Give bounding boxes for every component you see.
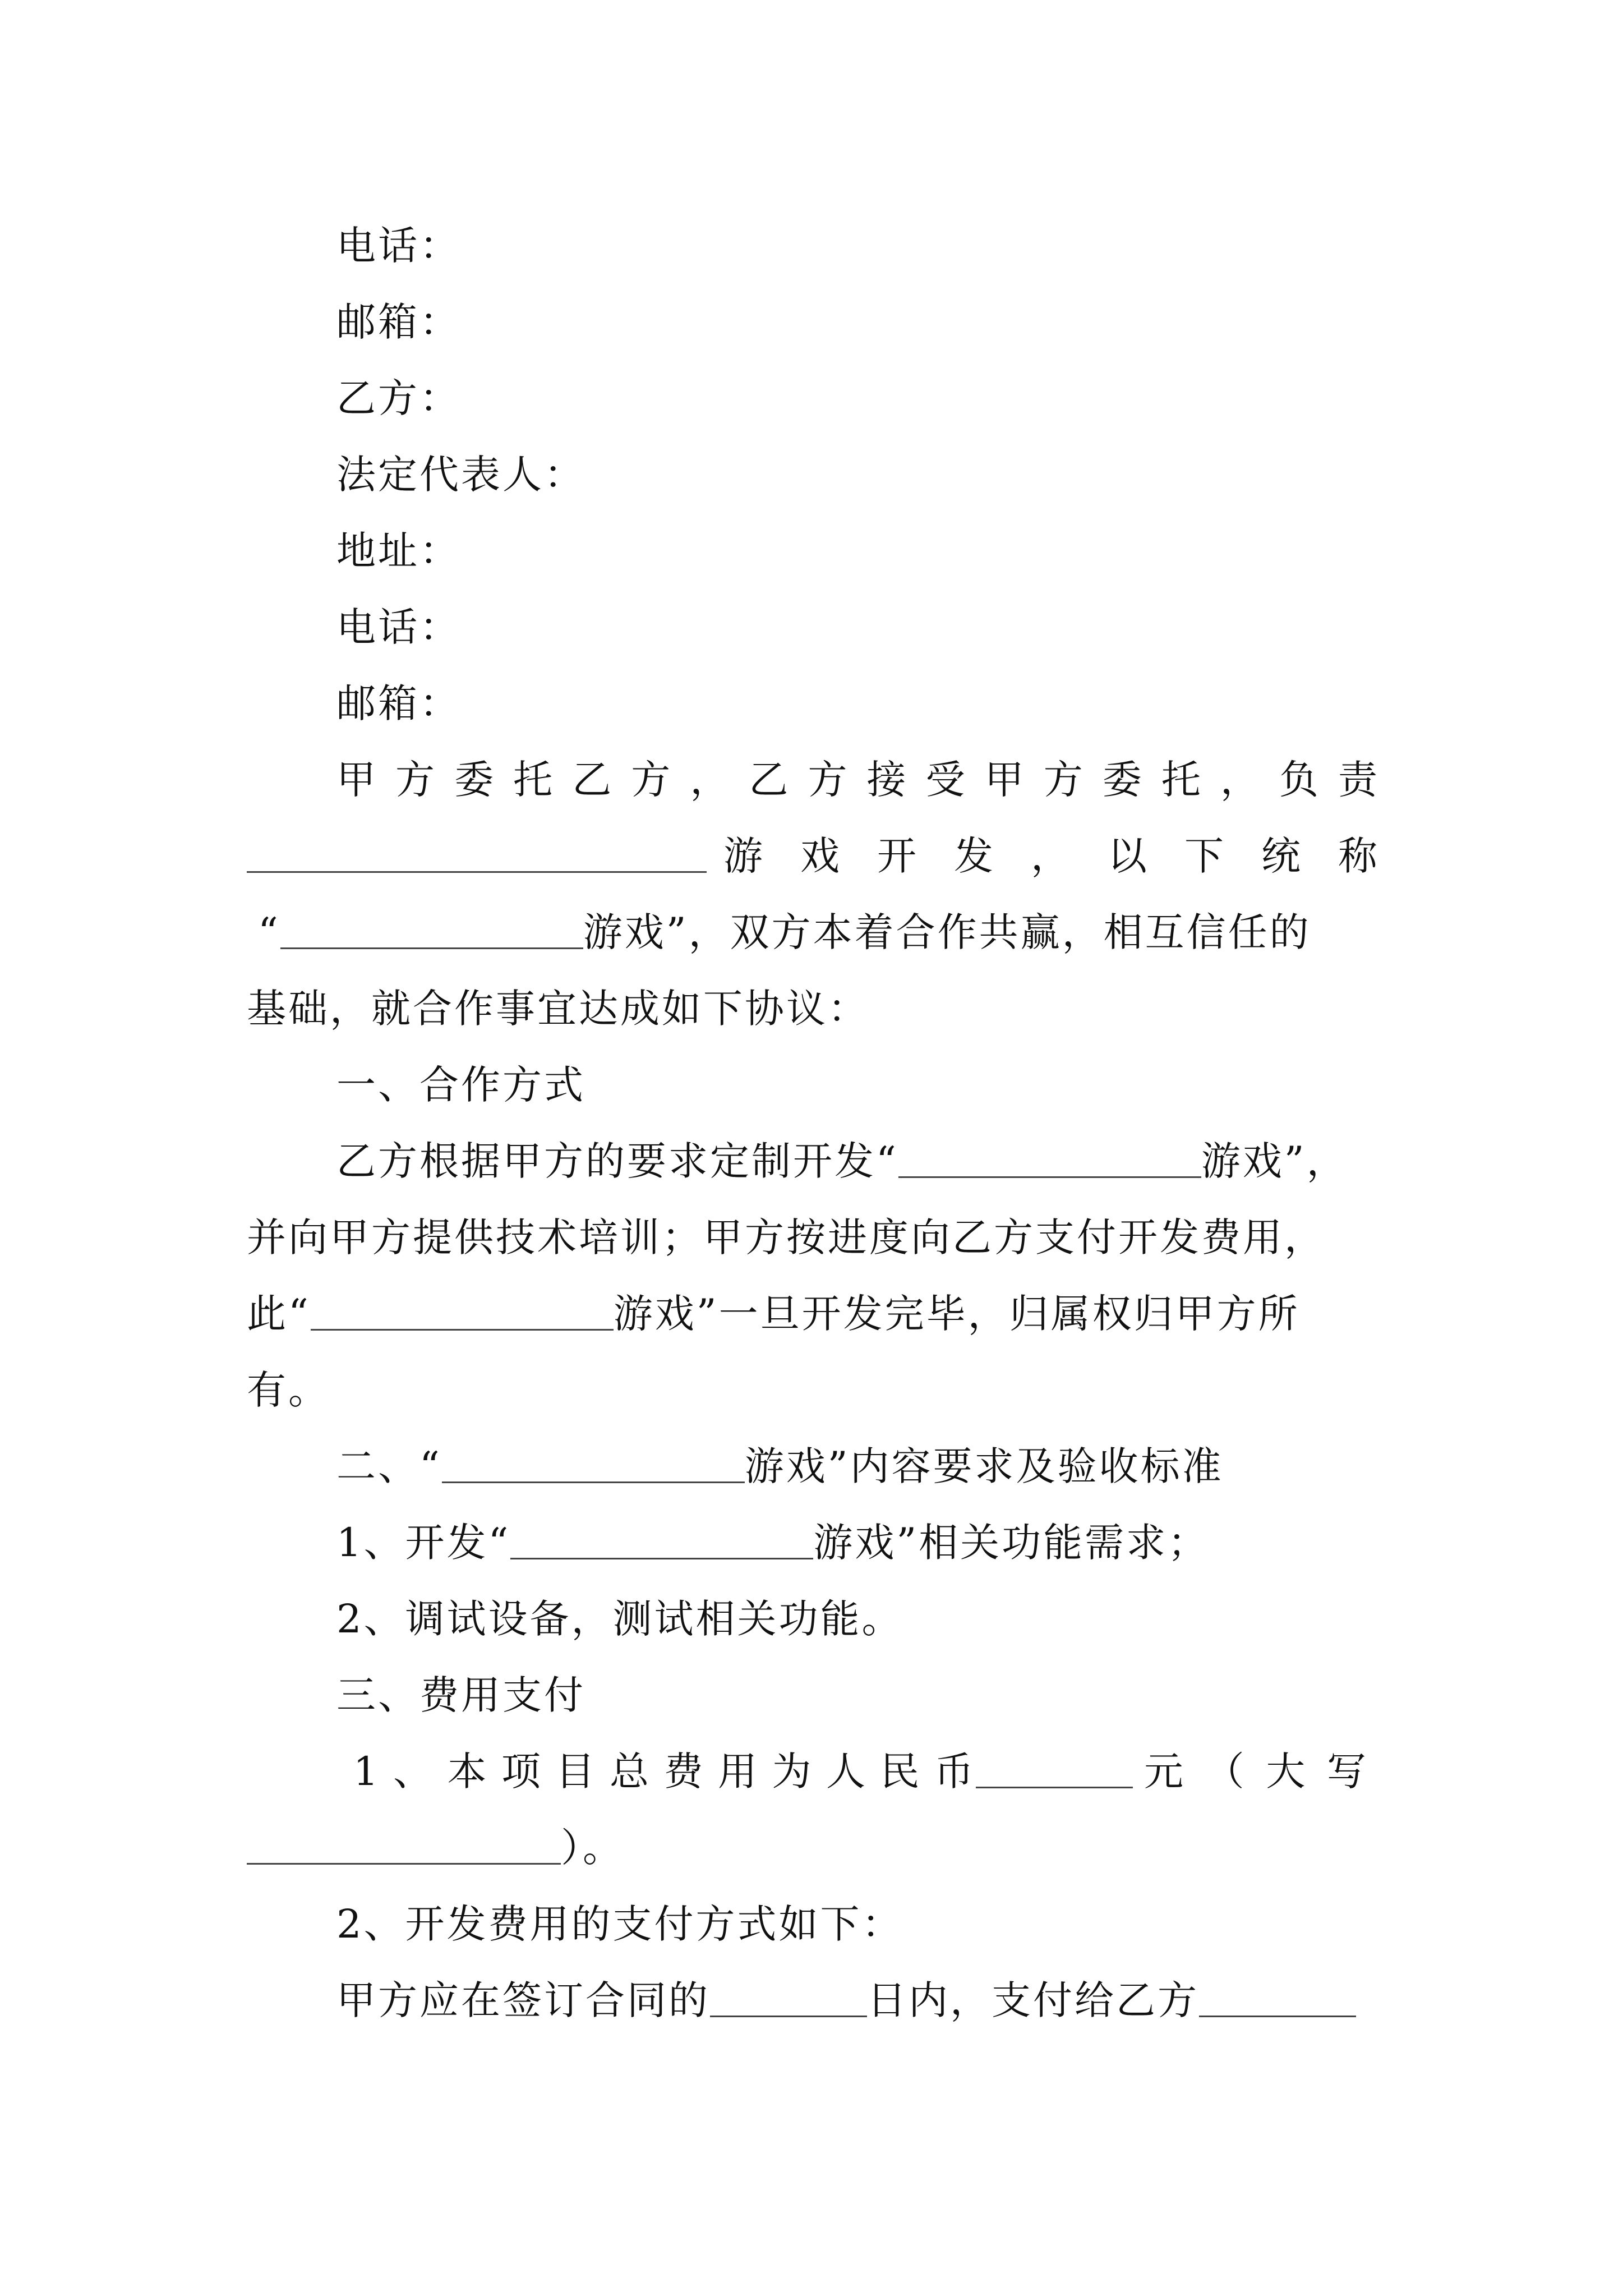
party-b-label: 乙方： [336, 375, 461, 421]
section-1-para-line-3-start: 此“ [247, 1291, 311, 1337]
game-name-blank [311, 1290, 614, 1331]
section-1-para-line-3 [247, 1276, 1380, 1352]
section-1-para-line-3-end: 游戏”一旦开发完毕，归属权归甲方所 [613, 1291, 1300, 1337]
game-name-blank [442, 1442, 745, 1483]
party-b-phone-label: 电话： [336, 604, 461, 650]
section-3-item-2-detail-mid: 日内，支付给乙方 [867, 1977, 1199, 2023]
section-2-heading-end: 游戏”内容要求及验收标准 [744, 1443, 1224, 1489]
section-2-heading [336, 1428, 1380, 1504]
section-3-item-1-close: ）。 [561, 1825, 624, 1871]
preamble-line-3 [247, 894, 1380, 970]
section-2-item-1 [336, 1504, 1380, 1581]
game-name-blank [280, 908, 583, 949]
section-2-heading-start: 二、“ [336, 1443, 442, 1489]
section-3-item-1-start: 1、本项目总费用为人民币 [353, 1749, 976, 1795]
section-3-item-1-end: 元（大写 [1144, 1749, 1368, 1795]
section-1-para-line-4: 有。 [247, 1367, 330, 1413]
section-2-item-2: 2、调试设备，测试相关功能。 [336, 1596, 903, 1642]
preamble-line-1: 甲方委托乙方，乙方接受甲方委托，负责 [336, 757, 1380, 803]
section-1-para-line-1-start: 乙方根据甲方的要求定制开发“ [336, 1138, 898, 1184]
party-b-email-label: 邮箱： [336, 680, 461, 726]
section-3-item-2-detail [336, 1962, 1380, 2039]
section-3-item-2-detail-start: 甲方应在签订合同的 [336, 1977, 710, 2023]
section-3-item-1-cont [247, 1810, 1380, 1886]
preamble-line-3-quote: “ [258, 909, 280, 955]
party-b-legal-rep-label: 法定代表人： [336, 452, 585, 498]
section-2-item-1-start: 1、开发“ [336, 1520, 511, 1566]
section-1-para-line-1-end: 游戏”， [1201, 1138, 1348, 1184]
preamble-line-3-text: 游戏”，双方本着合作共赢，相互信任的 [583, 909, 1311, 955]
payment-blank [1199, 1976, 1356, 2017]
amount-in-words-blank [247, 1824, 561, 1865]
game-name-blank [510, 1519, 813, 1559]
section-1-para-line-2: 并向甲方提供技术培训；甲方按进度向乙方支付开发费用， [247, 1214, 1326, 1260]
amount-blank [976, 1747, 1133, 1788]
section-3-item-2: 2、开发费用的支付方式如下： [336, 1901, 903, 1947]
preamble-line-4: 基础，就合作事宜达成如下协议： [247, 986, 869, 1032]
game-name-blank [247, 832, 707, 873]
party-a-phone-label: 电话： [336, 223, 461, 269]
party-b-address-label: 地址： [336, 528, 461, 574]
party-a-email-label: 邮箱： [336, 299, 461, 345]
preamble-line-2 [247, 818, 1380, 894]
section-2-item-1-end: 游戏”相关功能需求； [813, 1520, 1210, 1566]
days-blank [710, 1976, 867, 2017]
section-1-para-line-1 [336, 1123, 1380, 1199]
game-name-blank [898, 1137, 1201, 1178]
section-3-item-1 [336, 1733, 1380, 1810]
section-1-heading: 一、合作方式 [336, 1062, 585, 1108]
section-3-heading: 三、费用支付 [336, 1672, 585, 1718]
preamble-line-2-text: 游戏开发，以下统称 [723, 833, 1380, 879]
